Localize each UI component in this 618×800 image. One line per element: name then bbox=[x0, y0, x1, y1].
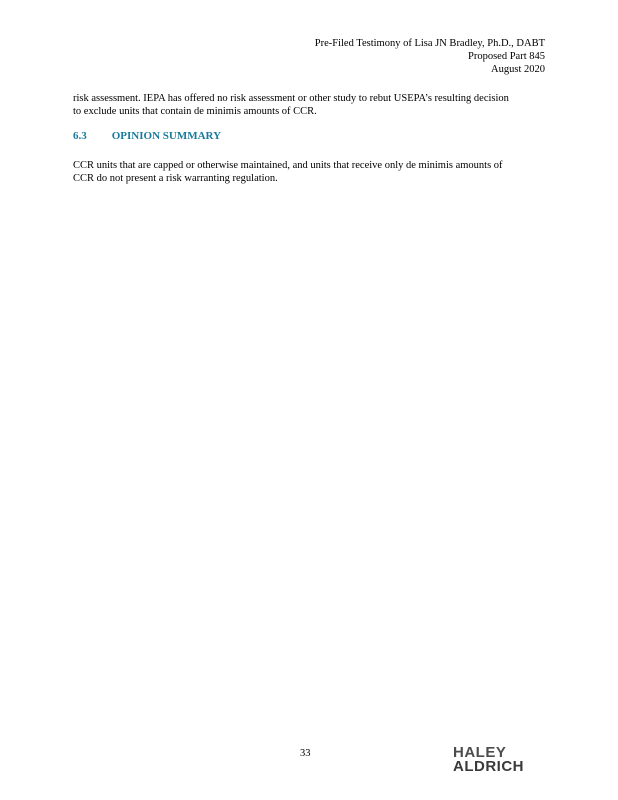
page-header bbox=[315, 37, 545, 76]
logo-line-haley: HALEY bbox=[453, 744, 507, 761]
paragraph-line: to exclude units that contain de minimis amounts of CCR. bbox=[73, 106, 317, 117]
header-date-line: August 2020 bbox=[491, 64, 545, 75]
haley-aldrich-logo bbox=[453, 746, 548, 774]
page-number: 33 bbox=[300, 748, 311, 759]
paragraph-line: risk assessment. IEPA has offered no risk assessment or other study to rebut USEPA’s resulting decision bbox=[73, 93, 509, 104]
section-number: 6.3 bbox=[73, 130, 87, 142]
paragraph-line: CCR do not present a risk warranting regulation. bbox=[73, 173, 278, 184]
section-heading bbox=[73, 130, 221, 142]
paragraph-opinion-summary bbox=[73, 159, 543, 185]
paragraph-line: CCR units that are capped or otherwise maintained, and units that receive only de minimis amounts of bbox=[73, 160, 503, 171]
paragraph-risk-assessment bbox=[73, 92, 543, 118]
logo-line-aldrich: ALDRICH bbox=[453, 758, 524, 775]
section-title: OPINION SUMMARY bbox=[111, 130, 222, 142]
header-testimony-line: Pre-Filed Testimony of Lisa JN Bradley, Ph.D., DABT bbox=[314, 38, 545, 49]
header-part-line: Proposed Part 845 bbox=[468, 51, 545, 62]
